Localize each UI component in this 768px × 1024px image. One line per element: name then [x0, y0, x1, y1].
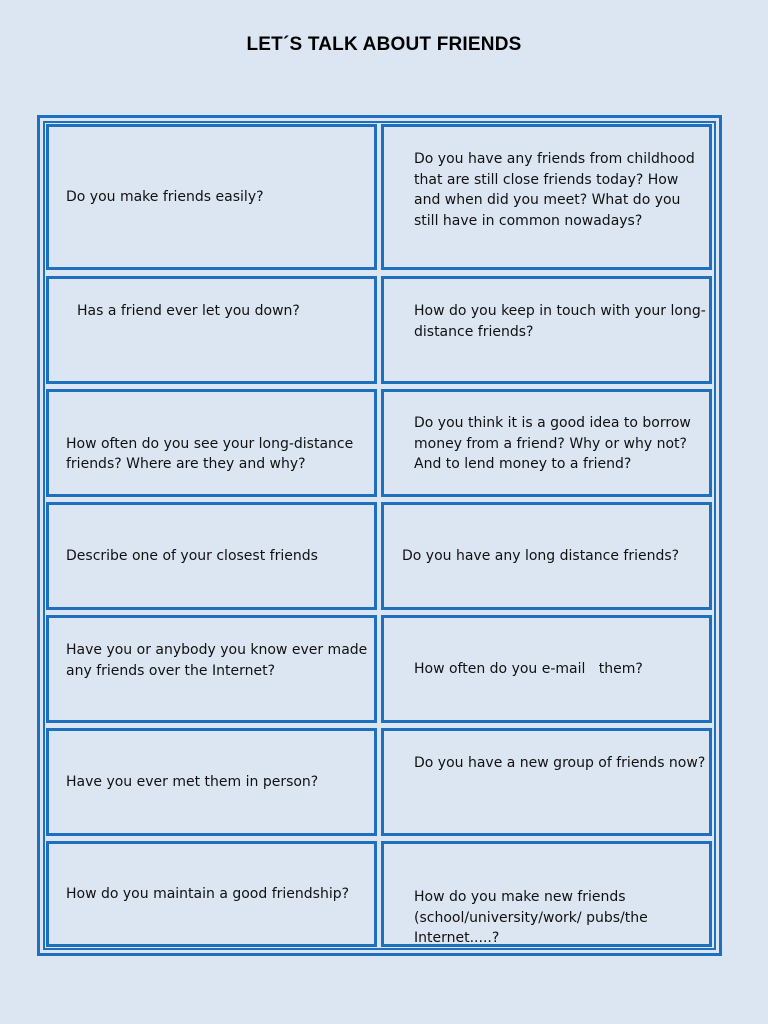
question-card: [381, 276, 712, 384]
row-divider: [388, 720, 706, 723]
question-card: [46, 124, 377, 270]
row-divider: [388, 267, 706, 270]
question-text: Have you ever met them in person?: [66, 773, 319, 790]
question-card: [46, 502, 377, 610]
question-card: [46, 841, 377, 947]
question-text: How often do you see your long-distance friends? Where are they and why?: [66, 435, 354, 472]
question-card: [46, 276, 377, 384]
question-card: [381, 841, 712, 947]
row-divider: [55, 607, 367, 610]
row-divider: [388, 607, 706, 610]
question-text: How do you keep in touch with your long-distance friends?: [414, 303, 706, 340]
question-text: Has a friend ever let you down?: [77, 303, 300, 319]
question-text: Do you have a new group of friends now?: [414, 755, 706, 771]
question-card: [46, 615, 377, 723]
row-divider: [55, 833, 367, 836]
row-divider: [55, 720, 367, 723]
row-divider: [55, 267, 367, 270]
question-card: [381, 615, 712, 723]
question-text: Describe one of your closest friends: [66, 547, 318, 564]
question-card: [381, 124, 712, 270]
question-card: [381, 728, 712, 836]
question-text: Do you have any long distance friends?: [402, 547, 680, 564]
question-text: How often do you e-mail them?: [414, 660, 643, 677]
row-divider: [55, 494, 367, 497]
row-divider: [55, 381, 367, 384]
question-card: [46, 389, 377, 497]
row-divider: [388, 381, 706, 384]
question-text: Do you think it is a good idea to borrow money from a friend? Why or why not? And to lend money to a friend?: [414, 415, 691, 472]
page-title: LET´S TALK ABOUT FRIENDS: [246, 34, 522, 55]
row-divider: [388, 494, 706, 497]
question-text: How do you make new friends (school/university/work/ pubs/the Internet.....?: [414, 889, 648, 946]
question-card: [46, 728, 377, 836]
row-divider: [388, 833, 706, 836]
question-text: Do you have any friends from childhood that are still close friends today? How and when did you meet? What do you still have in common nowadays?: [414, 151, 695, 229]
question-text: Do you make friends easily?: [66, 188, 264, 205]
question-text: How do you maintain a good friendship?: [66, 885, 350, 902]
question-text: Have you or anybody you know ever made any friends over the Internet?: [66, 642, 368, 679]
question-card: [381, 502, 712, 610]
question-card: [381, 389, 712, 497]
